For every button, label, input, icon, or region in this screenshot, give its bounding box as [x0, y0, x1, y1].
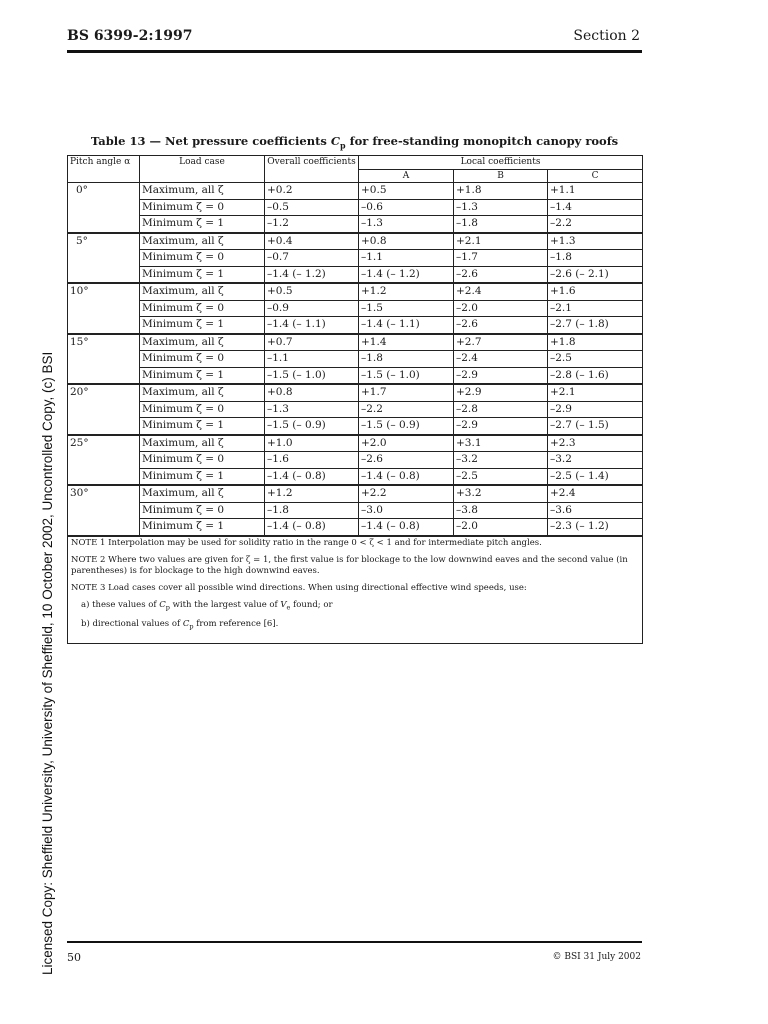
local-c-cell: +1.6	[548, 283, 643, 300]
table-row	[68, 183, 643, 200]
table-row	[68, 418, 643, 435]
local-c-cell: +1.3	[548, 233, 643, 250]
local-a-cell: +1.2	[359, 283, 454, 300]
local-c-cell: –2.6 (– 2.1)	[548, 266, 643, 283]
local-c-cell: –2.7 (– 1.8)	[548, 317, 643, 334]
local-a-cell: +2.0	[359, 435, 454, 452]
local-b-cell: –2.9	[454, 418, 548, 435]
pitch-angle-cell: 10°	[68, 283, 140, 334]
note-3a-sub-p: p	[165, 603, 170, 612]
local-c-cell: +2.4	[548, 485, 643, 502]
local-a-cell: –2.2	[359, 401, 454, 418]
overall-coefficient-cell: –1.4 (– 1.2)	[265, 266, 359, 283]
overall-coefficient-cell: –0.5	[265, 199, 359, 216]
local-a-cell: –2.6	[359, 452, 454, 469]
note-3a-text-1: a) these values of	[81, 599, 160, 610]
local-a-cell: –3.0	[359, 502, 454, 519]
load-case-cell: Maximum, all ζ	[140, 485, 265, 502]
local-c-cell: –1.4	[548, 199, 643, 216]
load-case-cell: Minimum ζ = 0	[140, 502, 265, 519]
pitch-angle-cell: 15°	[68, 334, 140, 385]
table-row	[68, 233, 643, 250]
note-3: NOTE 3 Load cases cover all possible wind directions. When using directional effective wind speeds, use:	[71, 582, 527, 593]
local-b-cell: –1.8	[454, 216, 548, 233]
local-a-cell: +2.2	[359, 485, 454, 502]
table-row	[68, 435, 643, 452]
load-case-cell: Minimum ζ = 0	[140, 250, 265, 267]
note-3a-symbol-cp: C	[159, 599, 166, 610]
overall-coefficient-cell: –0.7	[265, 250, 359, 267]
local-c-cell: +2.3	[548, 435, 643, 452]
table-body	[68, 183, 643, 536]
caption-subscript: p	[340, 140, 346, 151]
load-case-cell: Minimum ζ = 1	[140, 367, 265, 384]
local-c-cell: –2.5	[548, 351, 643, 368]
local-c-cell: –2.7 (– 1.5)	[548, 418, 643, 435]
load-case-cell: Minimum ζ = 1	[140, 519, 265, 536]
pitch-angle-cell: 20°	[68, 384, 140, 435]
overall-coefficient-cell: –1.5 (– 1.0)	[265, 367, 359, 384]
pitch-angle-cell: 30°	[68, 485, 140, 536]
local-b-cell: +2.7	[454, 334, 548, 351]
local-b-cell: –3.8	[454, 502, 548, 519]
local-b-cell: +1.8	[454, 183, 548, 200]
local-c-cell: –1.8	[548, 250, 643, 267]
table-header	[68, 156, 643, 183]
table-notes	[68, 536, 643, 644]
local-b-cell: –2.5	[454, 468, 548, 485]
copyright-notice: © BSI 31 July 2002	[552, 952, 641, 962]
local-c-cell: –2.5 (– 1.4)	[548, 468, 643, 485]
overall-coefficient-cell: –1.1	[265, 351, 359, 368]
local-c-cell: +2.1	[548, 384, 643, 401]
note-3b-sub-p: p	[189, 622, 194, 631]
note-3a-symbol-ve: V	[280, 599, 287, 610]
overall-coefficient-cell: +1.0	[265, 435, 359, 452]
note-3b-text-1: b) directional values of	[81, 619, 183, 630]
load-case-cell: Maximum, all ζ	[140, 334, 265, 351]
local-a-cell: +1.7	[359, 384, 454, 401]
pressure-coefficients-table	[67, 155, 643, 644]
table-caption	[67, 134, 642, 150]
header-load-case: Load case	[140, 156, 265, 183]
load-case-cell: Minimum ζ = 1	[140, 468, 265, 485]
local-c-cell: +1.8	[548, 334, 643, 351]
local-a-cell: –1.4 (– 1.1)	[359, 317, 454, 334]
load-case-cell: Maximum, all ζ	[140, 384, 265, 401]
table-row	[68, 401, 643, 418]
overall-coefficient-cell: –1.4 (– 0.8)	[265, 468, 359, 485]
page-number: 50	[67, 951, 81, 964]
overall-coefficient-cell: +0.8	[265, 384, 359, 401]
load-case-cell: Minimum ζ = 0	[140, 351, 265, 368]
table-row	[68, 452, 643, 469]
license-watermark: Licensed Copy: Sheffield University, University of Sheffield, 10 October 2002, Uncontrolled Copy, (c) BSI	[40, 351, 55, 975]
local-a-cell: –1.8	[359, 351, 454, 368]
overall-coefficient-cell: +0.2	[265, 183, 359, 200]
local-b-cell: –2.6	[454, 317, 548, 334]
local-c-cell: –2.3 (– 1.2)	[548, 519, 643, 536]
caption-suffix: for free-standing monopitch canopy roofs	[345, 134, 619, 148]
local-c-cell: +1.1	[548, 183, 643, 200]
local-c-cell: –2.8 (– 1.6)	[548, 367, 643, 384]
local-a-cell: –1.4 (– 0.8)	[359, 468, 454, 485]
overall-coefficient-cell: –1.5 (– 0.9)	[265, 418, 359, 435]
table-row	[68, 351, 643, 368]
local-a-cell: –1.5 (– 1.0)	[359, 367, 454, 384]
load-case-cell: Minimum ζ = 1	[140, 216, 265, 233]
local-b-cell: +2.9	[454, 384, 548, 401]
note-3b-text-2: from reference [6].	[193, 619, 279, 630]
section-label: Section 2	[573, 28, 640, 44]
table-row	[68, 266, 643, 283]
load-case-cell: Minimum ζ = 0	[140, 300, 265, 317]
note-3a-text-3: found; or	[290, 599, 333, 610]
pitch-angle-cell: 25°	[68, 435, 140, 486]
load-case-cell: Minimum ζ = 1	[140, 266, 265, 283]
header-zone-a: A	[359, 169, 454, 183]
overall-coefficient-cell: –1.4 (– 0.8)	[265, 519, 359, 536]
local-a-cell: +0.8	[359, 233, 454, 250]
header-local-coefficients: Local coefficients	[359, 156, 643, 170]
table-row	[68, 519, 643, 536]
local-b-cell: +3.2	[454, 485, 548, 502]
table-row	[68, 283, 643, 300]
overall-coefficient-cell: +0.5	[265, 283, 359, 300]
table-row	[68, 216, 643, 233]
header-pitch-angle: Pitch angle α	[68, 156, 140, 183]
table-row	[68, 317, 643, 334]
local-a-cell: –0.6	[359, 199, 454, 216]
local-b-cell: –1.7	[454, 250, 548, 267]
local-c-cell: –2.9	[548, 401, 643, 418]
caption-prefix: Table 13 — Net pressure coefficients	[90, 134, 331, 148]
local-b-cell: –2.4	[454, 351, 548, 368]
pitch-angle-cell: 0°	[68, 183, 140, 233]
table-row	[68, 367, 643, 384]
local-c-cell: –3.6	[548, 502, 643, 519]
local-a-cell: –1.1	[359, 250, 454, 267]
header-overall-coefficients: Overall coefficients	[265, 156, 359, 183]
overall-coefficient-cell: –1.8	[265, 502, 359, 519]
note-3-item-b	[81, 619, 639, 633]
load-case-cell: Minimum ζ = 0	[140, 401, 265, 418]
local-a-cell: –1.3	[359, 216, 454, 233]
load-case-cell: Maximum, all ζ	[140, 435, 265, 452]
overall-coefficient-cell: +0.4	[265, 233, 359, 250]
local-b-cell: +3.1	[454, 435, 548, 452]
local-c-cell: –3.2	[548, 452, 643, 469]
table-row	[68, 468, 643, 485]
local-a-cell: –1.5 (– 0.9)	[359, 418, 454, 435]
footer-rule	[67, 941, 642, 943]
load-case-cell: Minimum ζ = 1	[140, 418, 265, 435]
local-c-cell: –2.2	[548, 216, 643, 233]
note-1: NOTE 1 Interpolation may be used for solidity ratio in the range 0 < ζ < 1 and for intermediate pitch angles.	[71, 537, 542, 548]
overall-coefficient-cell: +1.2	[265, 485, 359, 502]
load-case-cell: Maximum, all ζ	[140, 283, 265, 300]
load-case-cell: Minimum ζ = 1	[140, 317, 265, 334]
local-a-cell: +1.4	[359, 334, 454, 351]
local-b-cell: –2.8	[454, 401, 548, 418]
header-zone-b: B	[454, 169, 548, 183]
standard-number: BS 6399-2:1997	[67, 28, 193, 44]
overall-coefficient-cell: –0.9	[265, 300, 359, 317]
table-row	[68, 300, 643, 317]
overall-coefficient-cell: –1.3	[265, 401, 359, 418]
table-row	[68, 199, 643, 216]
load-case-cell: Minimum ζ = 0	[140, 199, 265, 216]
local-b-cell: –2.6	[454, 266, 548, 283]
note-3a-text-2: with the largest value of	[169, 599, 281, 610]
local-a-cell: –1.5	[359, 300, 454, 317]
table-row	[68, 502, 643, 519]
local-b-cell: –2.0	[454, 300, 548, 317]
local-c-cell: –2.1	[548, 300, 643, 317]
note-3-item-a	[81, 600, 639, 614]
note-2: NOTE 2 Where two values are given for ζ = 1, the first value is for blockage to the low downwind eaves and the second value (in parentheses) is for blockage to the high downwind eaves.	[71, 554, 628, 576]
table-row	[68, 334, 643, 351]
table-row	[68, 384, 643, 401]
overall-coefficient-cell: –1.6	[265, 452, 359, 469]
overall-coefficient-cell: +0.7	[265, 334, 359, 351]
table-row	[68, 485, 643, 502]
header-rule	[67, 50, 642, 53]
note-3b-symbol-cp: C	[182, 619, 190, 630]
local-b-cell: –2.9	[454, 367, 548, 384]
header-zone-c: C	[548, 169, 643, 183]
overall-coefficient-cell: –1.4 (– 1.1)	[265, 317, 359, 334]
local-b-cell: –3.2	[454, 452, 548, 469]
table-row	[68, 250, 643, 267]
local-b-cell: –1.3	[454, 199, 548, 216]
load-case-cell: Minimum ζ = 0	[140, 452, 265, 469]
notes-cell	[68, 536, 643, 644]
local-a-cell: +0.5	[359, 183, 454, 200]
caption-symbol: C	[330, 134, 341, 148]
overall-coefficient-cell: –1.2	[265, 216, 359, 233]
local-a-cell: –1.4 (– 0.8)	[359, 519, 454, 536]
load-case-cell: Maximum, all ζ	[140, 183, 265, 200]
load-case-cell: Maximum, all ζ	[140, 233, 265, 250]
local-a-cell: –1.4 (– 1.2)	[359, 266, 454, 283]
local-b-cell: +2.1	[454, 233, 548, 250]
local-b-cell: +2.4	[454, 283, 548, 300]
note-3a-sub-e: e	[286, 603, 291, 612]
local-b-cell: –2.0	[454, 519, 548, 536]
pitch-angle-cell: 5°	[68, 233, 140, 284]
